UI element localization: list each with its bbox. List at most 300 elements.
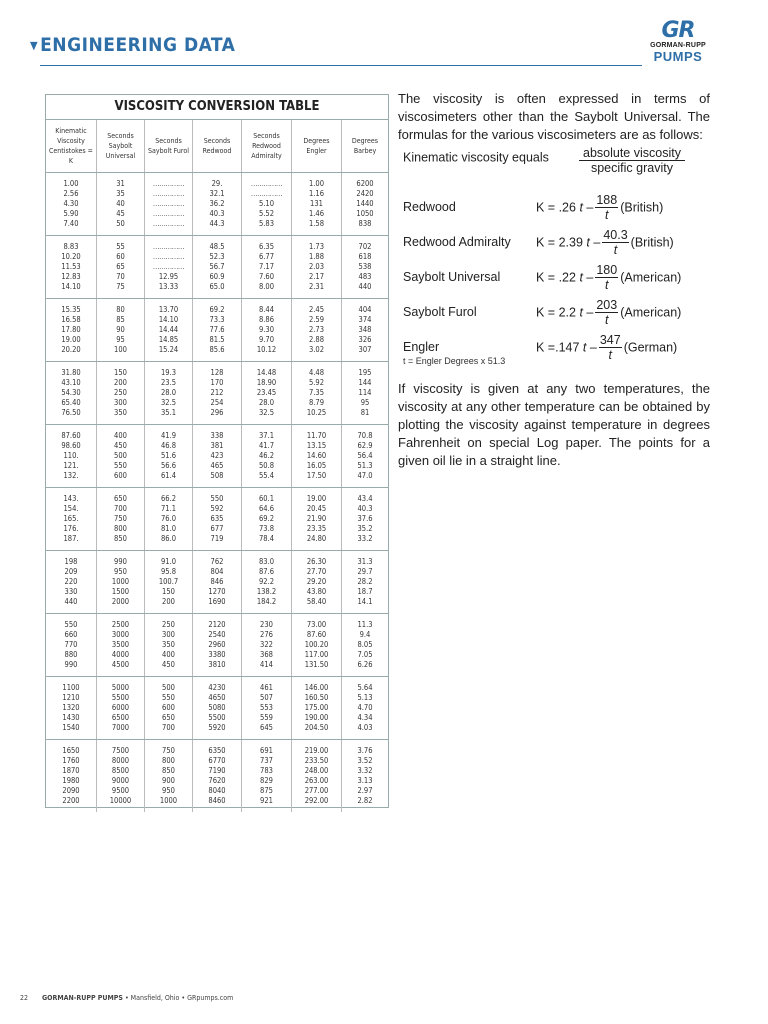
table-cell: 440: [64, 597, 78, 606]
formula-denominator: t: [605, 208, 609, 222]
table-cell: 2500: [111, 620, 130, 629]
table-cell: 440: [358, 282, 372, 291]
table-cell: 20.20: [61, 345, 81, 354]
table-cell: ……………: [250, 189, 283, 198]
table-cell: 4.70: [357, 703, 373, 712]
table-cell: 400: [162, 650, 175, 659]
table-cell: 61.4: [160, 471, 177, 480]
table-cell: ……………: [152, 209, 185, 218]
table-cell: 263.00: [304, 776, 329, 785]
table-cell: 990: [114, 557, 127, 566]
table-cell: 1000: [111, 577, 130, 586]
table-cell: 85.6: [209, 345, 225, 354]
engler-note-text: t = Engler Degrees x 51.3: [403, 356, 506, 366]
table-cell: 160.50: [304, 693, 329, 702]
formula-t-variable: t: [586, 235, 590, 250]
table-cell: 219.00: [304, 746, 329, 755]
table-cell: ……………: [152, 242, 185, 251]
table-cell: 8.00: [258, 282, 275, 291]
table-cell: 95.8: [160, 567, 177, 576]
table-cell: 5.90: [63, 209, 79, 218]
table-cell: 250: [162, 620, 175, 629]
table-cell: 5.92: [308, 378, 325, 387]
table-cell: 5000: [111, 683, 130, 692]
table-column-cell: [292, 614, 342, 676]
table-cell: 6000: [111, 703, 130, 712]
table-cell: 6.26: [357, 660, 373, 669]
table-cell: 11.53: [61, 262, 81, 271]
table-cell: 190.00: [304, 713, 329, 722]
table-row-group: [46, 236, 388, 299]
footer-brand: GORMAN-RUPP PUMPS: [42, 994, 123, 1002]
table-cell: 20.45: [306, 504, 327, 513]
table-cell: 60: [116, 252, 125, 261]
table-cell: 4500: [111, 660, 130, 669]
table-column-cell: [242, 740, 292, 812]
table-cell: 1210: [62, 693, 80, 702]
table-cell: 635: [210, 514, 224, 523]
table-cell: 254: [210, 398, 224, 407]
table-column-cell: [242, 362, 292, 424]
formula-denominator: t: [608, 348, 613, 362]
temperature-paragraph: If viscosity is given at any two temperatures, the viscosity at any other temperature can be obtained by plotting the viscosity against temperature in degrees Fahrenheit on special Log paper. The points for a given oil lie in a straight line.: [398, 381, 710, 468]
table-column-cell: [97, 173, 145, 235]
table-cell: 6500: [111, 713, 130, 722]
table-cell: 37.6: [357, 514, 373, 523]
table-cell: 9000: [111, 776, 130, 785]
triangle-icon: ▼: [30, 39, 39, 52]
table-cell: 9.4: [359, 630, 371, 639]
table-cell: 368: [260, 650, 273, 659]
table-cell: 100.20: [304, 640, 329, 649]
table-cell: 5.10: [258, 199, 275, 208]
table-column-cell: [292, 488, 342, 550]
table-cell: 307: [358, 345, 372, 354]
table-cell: 3.52: [357, 756, 373, 765]
table-cell: 5.13: [357, 693, 373, 702]
table-cell: 14.60: [306, 451, 327, 460]
formula-denominator: t: [605, 313, 609, 327]
table-cell: 51.6: [160, 451, 177, 460]
table-cell: 131: [310, 199, 323, 208]
kinematic-label: Kinematic viscosity equals: [403, 150, 549, 165]
table-cell: 16.05: [306, 461, 327, 470]
table-column-cell: [46, 299, 97, 361]
table-column-cell: [46, 488, 97, 550]
formula-fraction: [595, 193, 618, 222]
table-cell: 9.30: [258, 325, 275, 334]
table-column-cell: [145, 299, 193, 361]
table-cell: 7.40: [63, 219, 79, 228]
table-cell: 58.40: [306, 597, 327, 606]
table-cell: 114: [358, 388, 372, 397]
table-column-cell: [342, 425, 388, 487]
table-column-cell: [97, 236, 145, 298]
engler-note: [403, 356, 505, 366]
table-cell: 8000: [111, 756, 130, 765]
table-cell: 374: [358, 315, 372, 324]
table-cell: 36.2: [209, 199, 225, 208]
formula-equation: [536, 263, 681, 292]
table-title: VISCOSITY CONVERSION TABLE: [46, 95, 388, 120]
table-cell: 700: [162, 723, 175, 732]
table-column-cell: [145, 614, 193, 676]
table-cell: 1690: [208, 597, 226, 606]
table-cell: 1270: [208, 587, 226, 596]
table-cell: 50: [116, 219, 125, 228]
table-column-cell: [193, 425, 242, 487]
formula-prefix: K = .26: [536, 200, 580, 215]
table-column-cell: [242, 488, 292, 550]
table-cell: 3.13: [357, 776, 373, 785]
table-cell: 618: [358, 252, 372, 261]
table-cell: 7.17: [258, 262, 275, 271]
formula-origin: (British): [630, 235, 674, 250]
table-cell: 1760: [62, 756, 80, 765]
column-header: Degrees Engler: [292, 120, 342, 172]
table-column-cell: [46, 677, 97, 739]
table-cell: 170: [210, 378, 224, 387]
table-cell: 3.76: [357, 746, 373, 755]
table-cell: 80: [116, 305, 125, 314]
table-cell: 2.73: [308, 325, 325, 334]
table-cell: 2200: [62, 796, 80, 805]
table-cell: ……………: [152, 189, 185, 198]
formula-fraction: [595, 298, 618, 327]
table-cell: 300: [162, 630, 175, 639]
table-cell: 21.90: [306, 514, 327, 523]
table-cell: 483: [358, 272, 372, 281]
table-cell: 1320: [62, 703, 80, 712]
table-cell: 508: [210, 471, 224, 480]
table-body: [46, 173, 388, 812]
table-column-cell: [292, 551, 342, 613]
table-cell: 4.30: [63, 199, 79, 208]
formula-minus: –: [582, 200, 594, 215]
table-cell: 87.60: [306, 630, 327, 639]
table-cell: 1440: [356, 199, 374, 208]
table-column-cell: [145, 173, 193, 235]
formula-denominator: t: [613, 243, 618, 257]
formula-name: Saybolt Universal: [403, 270, 501, 284]
table-column-cell: [342, 740, 388, 812]
table-cell: 209: [64, 567, 78, 576]
table-cell: 60.1: [258, 494, 275, 503]
table-cell: 880: [64, 650, 78, 659]
kinematic-numerator: absolute viscosity: [579, 146, 685, 161]
table-column-cell: [97, 299, 145, 361]
table-cell: 75: [116, 282, 125, 291]
table-cell: 10.25: [306, 408, 327, 417]
table-cell: 300: [114, 398, 127, 407]
table-cell: ……………: [152, 219, 185, 228]
table-cell: 233.50: [304, 756, 329, 765]
table-column-cell: [145, 740, 193, 812]
table-cell: 6.77: [258, 252, 275, 261]
table-column-cell: [342, 362, 388, 424]
table-row-group: [46, 551, 388, 614]
table-cell: 3.32: [357, 766, 373, 775]
table-cell: 2.31: [308, 282, 325, 291]
table-cell: 10.12: [256, 345, 277, 354]
table-cell: 500: [162, 683, 175, 692]
table-cell: 846: [210, 577, 224, 586]
formula-prefix: K = .22: [536, 270, 580, 285]
table-cell: 13.70: [158, 305, 179, 314]
table-cell: 11.3: [357, 620, 373, 629]
table-cell: 43.4: [357, 494, 373, 503]
table-column-cell: [242, 614, 292, 676]
page-footer: [20, 994, 233, 1002]
formula-prefix: K = 2.2: [536, 305, 580, 320]
table-cell: 60.9: [209, 272, 225, 281]
table-cell: 12.83: [61, 272, 81, 281]
table-cell: 200: [162, 597, 175, 606]
table-column-cell: [292, 677, 342, 739]
table-cell: 1430: [62, 713, 80, 722]
table-cell: 48.5: [209, 242, 225, 251]
table-cell: 6.35: [258, 242, 275, 251]
formula-equation: [536, 193, 663, 222]
table-cell: ……………: [152, 262, 185, 271]
table-cell: 1650: [62, 746, 80, 755]
table-cell: 750: [114, 514, 127, 523]
table-cell: 138.2: [256, 587, 277, 596]
table-cell: 13.15: [306, 441, 327, 450]
formula-origin: (German): [623, 340, 678, 355]
table-cell: 29.7: [357, 567, 373, 576]
table-cell: 40.3: [357, 504, 373, 513]
table-cell: 187.: [63, 534, 79, 543]
table-cell: 35: [116, 189, 125, 198]
table-cell: 900: [162, 776, 175, 785]
table-cell: 4650: [208, 693, 226, 702]
table-column-cell: [292, 362, 342, 424]
table-column-cell: [46, 740, 97, 812]
table-cell: 4000: [111, 650, 130, 659]
table-cell: 4.48: [308, 368, 325, 377]
table-cell: 23.35: [306, 524, 327, 533]
table-cell: 15.24: [158, 345, 179, 354]
table-cell: 800: [162, 756, 175, 765]
table-cell: 19.00: [306, 494, 327, 503]
table-cell: 1.73: [308, 242, 325, 251]
table-cell: 143.: [63, 494, 79, 503]
table-cell: 76.50: [61, 408, 81, 417]
table-column-cell: [242, 425, 292, 487]
table-cell: 950: [162, 786, 175, 795]
table-cell: 146.00: [304, 683, 329, 692]
formula-t-variable: t: [579, 270, 583, 285]
table-cell: 750: [162, 746, 175, 755]
table-cell: 10.20: [61, 252, 81, 261]
section-title: [30, 34, 235, 56]
table-cell: 550: [162, 693, 175, 702]
table-cell: 838: [358, 219, 372, 228]
table-cell: ……………: [152, 179, 185, 188]
table-column-cell: [145, 677, 193, 739]
table-column-cell: [292, 425, 342, 487]
formula-prefix: K = 2.39: [536, 235, 587, 250]
table-cell: 69.2: [209, 305, 225, 314]
table-cell: 81.5: [209, 335, 225, 344]
footer-address: • Mansfield, Ohio • GRpumps.com: [122, 994, 234, 1002]
table-cell: 875: [260, 786, 273, 795]
formula-fraction: [595, 263, 618, 292]
table-cell: 14.44: [158, 325, 179, 334]
table-cell: 1.00: [63, 179, 79, 188]
table-cell: 86.0: [160, 534, 177, 543]
table-cell: 56.4: [357, 451, 373, 460]
table-cell: 95: [360, 398, 370, 407]
table-cell: 24.80: [306, 534, 327, 543]
table-cell: 7.35: [308, 388, 325, 397]
table-cell: 5080: [208, 703, 226, 712]
table-cell: 71.1: [160, 504, 177, 513]
table-cell: 8040: [208, 786, 226, 795]
formula-numerator: 180: [596, 263, 618, 277]
table-column-cell: [242, 677, 292, 739]
table-cell: 8460: [208, 796, 226, 805]
table-cell: 110.: [63, 451, 79, 460]
table-row-group: [46, 425, 388, 488]
table-cell: 6200: [356, 179, 374, 188]
table-cell: 14.85: [158, 335, 179, 344]
table-cell: 1100: [62, 683, 80, 692]
table-cell: 700: [114, 504, 127, 513]
table-cell: 51.3: [357, 461, 373, 470]
table-column-cell: [342, 551, 388, 613]
table-cell: 14.1: [357, 597, 373, 606]
table-cell: 52.3: [209, 252, 225, 261]
table-cell: 150: [162, 587, 175, 596]
table-cell: 322: [260, 640, 273, 649]
table-column-cell: [46, 173, 97, 235]
table-cell: 381: [210, 441, 224, 450]
table-cell: 69.2: [258, 514, 275, 523]
table-cell: 77.6: [209, 325, 225, 334]
table-cell: 3810: [208, 660, 226, 669]
table-cell: 32.5: [160, 398, 177, 407]
table-cell: 230: [260, 620, 273, 629]
table-cell: 10000: [109, 796, 132, 805]
table-cell: 7500: [111, 746, 130, 755]
table-cell: 7.60: [258, 272, 275, 281]
table-cell: 65.0: [209, 282, 225, 291]
table-cell: 2.45: [308, 305, 325, 314]
table-row-group: [46, 173, 388, 236]
kinematic-fraction-stack: [579, 146, 685, 175]
table-cell: 98.60: [61, 441, 81, 450]
table-cell: 70: [116, 272, 125, 281]
table-cell: 950: [114, 567, 127, 576]
column-header: Kinematic Viscosity Centistokes = K: [46, 120, 97, 172]
table-cell: 3000: [111, 630, 130, 639]
table-cell: 195: [358, 368, 372, 377]
table-column-cell: [342, 299, 388, 361]
table-cell: 553: [260, 703, 273, 712]
table-column-cell: [46, 551, 97, 613]
table-cell: 41.7: [258, 441, 275, 450]
table-cell: 2120: [208, 620, 226, 629]
table-cell: 70.8: [357, 431, 373, 440]
table-cell: 326: [358, 335, 372, 344]
table-cell: 17.50: [306, 471, 327, 480]
table-cell: 292.00: [304, 796, 329, 805]
formula-equation: [536, 333, 677, 362]
table-column-cell: [97, 740, 145, 812]
table-cell: 538: [358, 262, 372, 271]
table-cell: 1.00: [308, 179, 325, 188]
table-cell: 2.59: [308, 315, 325, 324]
table-cell: 600: [162, 703, 175, 712]
table-cell: ……………: [250, 179, 283, 188]
table-column-cell: [46, 614, 97, 676]
table-column-cell: [342, 677, 388, 739]
header-rule: [40, 65, 642, 66]
formula-minus: –: [586, 340, 597, 355]
table-cell: 8.05: [357, 640, 373, 649]
table-column-cell: [193, 236, 242, 298]
table-row-group: [46, 362, 388, 425]
table-cell: 2540: [208, 630, 226, 639]
table-cell: 500: [114, 451, 127, 460]
table-cell: 719: [210, 534, 224, 543]
table-cell: 2.97: [357, 786, 373, 795]
table-cell: 2.88: [308, 335, 325, 344]
table-cell: 800: [114, 524, 127, 533]
table-cell: 921: [260, 796, 273, 805]
table-column-cell: [242, 173, 292, 235]
table-cell: 121.: [63, 461, 79, 470]
table-cell: 100: [114, 345, 127, 354]
table-column-cell: [193, 299, 242, 361]
table-cell: 783: [260, 766, 273, 775]
table-cell: 507: [260, 693, 273, 702]
table-cell: 1870: [62, 766, 80, 775]
table-cell: 73.8: [258, 524, 275, 533]
table-cell: 200: [114, 378, 127, 387]
table-cell: 404: [358, 305, 372, 314]
table-cell: 770: [64, 640, 78, 649]
table-column-cell: [145, 551, 193, 613]
formula-denominator: t: [605, 278, 609, 292]
column-header: Seconds Saybolt Furol: [145, 120, 193, 172]
table-cell: 19.00: [61, 335, 81, 344]
table-column-cell: [46, 236, 97, 298]
table-cell: 76.0: [160, 514, 177, 523]
table-cell: 5500: [208, 713, 226, 722]
formula-minus: –: [589, 235, 601, 250]
table-cell: 50.8: [258, 461, 275, 470]
logo-mark: GR: [661, 18, 695, 43]
table-column-cell: [145, 236, 193, 298]
table-cell: 4.34: [357, 713, 373, 722]
table-cell: 11.70: [306, 431, 327, 440]
table-cell: 8.86: [258, 315, 275, 324]
table-cell: 5920: [208, 723, 226, 732]
table-cell: 131.50: [304, 660, 329, 669]
formula-minus: –: [582, 305, 594, 320]
table-column-cell: [97, 425, 145, 487]
table-cell: 5500: [111, 693, 130, 702]
formula-t-variable: t: [579, 200, 583, 215]
table-column-cell: [97, 488, 145, 550]
table-cell: 65: [116, 262, 125, 271]
table-column-cell: [342, 614, 388, 676]
table-column-cell: [193, 677, 242, 739]
table-cell: 90: [116, 325, 125, 334]
